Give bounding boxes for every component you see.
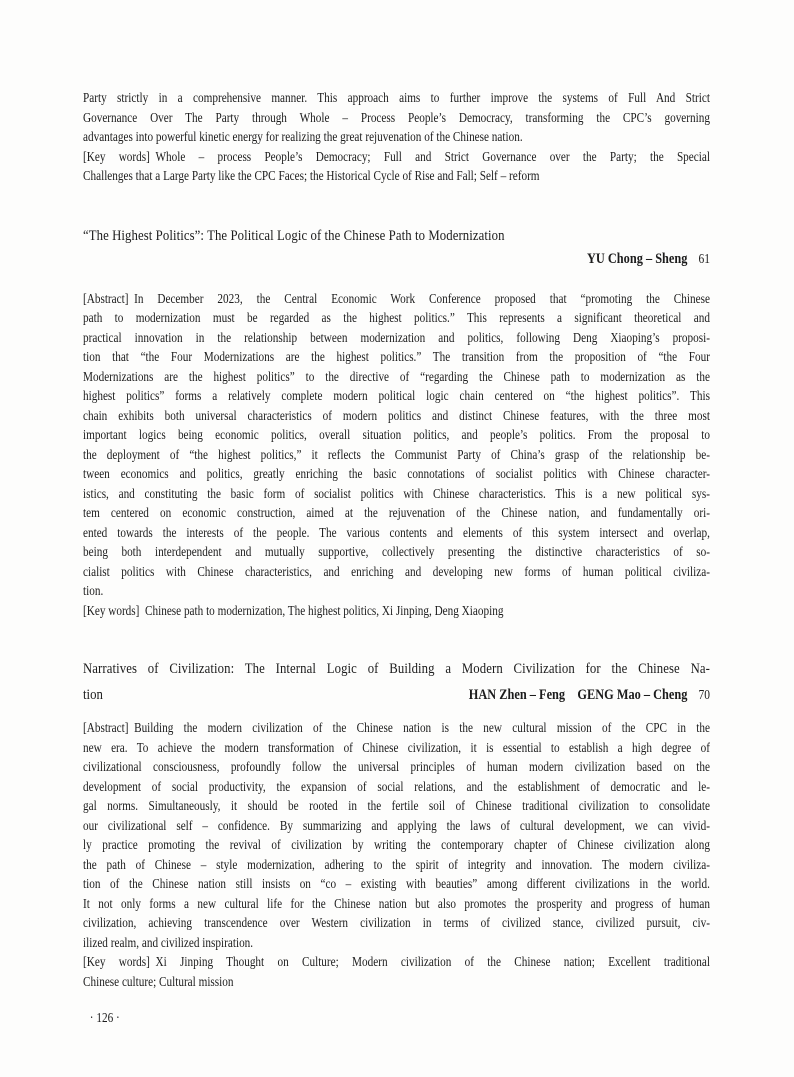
- text-line: Challenges that a Large Party like the CPC Faces; the Historical Cycle of Rise and Fall; Self – reform: [83, 168, 540, 183]
- text-line: our civilizational self – confidence. By summarizing and applying the laws of cultural development, we can vivid-: [83, 817, 710, 833]
- text-line: civilizational consciousness, profoundly follow the universal principles of human modern civilization based on the: [83, 759, 710, 774]
- article-authors: YU Chong – Sheng: [586, 250, 688, 267]
- article-abstract: [83, 718, 710, 952]
- text-line: the deployment of “the highest politics,” it reflects the Communist Party of China’s grasp of the relationship be-: [83, 446, 710, 462]
- text-line: [Key words] Whole – process People’s Democracy; Full and Strict Governance over the Party; the Special: [83, 148, 710, 164]
- article-keywords: [83, 601, 710, 621]
- text-line: ented towards the interests of the people. The various contents and elements of this system intersect and overlap,: [83, 524, 710, 540]
- text-line: highest politics” forms a relatively complete modern political logic chain centered on “the highest politics”. This: [83, 388, 710, 403]
- article-entry: [83, 224, 710, 621]
- article-keywords: [83, 952, 710, 991]
- text-line: being both interdependent and mutually supportive, collectively presenting the distinctive characteristics of so-: [83, 544, 710, 559]
- carryover-keywords: [83, 147, 710, 186]
- article-title-continuation: tion: [83, 687, 103, 703]
- article-entry: [83, 656, 710, 991]
- text-line: tion of the Chinese nation still insists on “co – existing with beauties” among different civilizations in the world.: [83, 876, 710, 891]
- text-line: the path of Chinese – style modernization, adhering to the spirit of integrity and innovation. The modern civiliza-: [83, 856, 710, 872]
- text-line: ilized realm, and civilized inspiration.: [83, 934, 254, 950]
- text-line: new era. To achieve the modern transformation of Chinese civilization, it is essential to establish a high degree of: [83, 739, 710, 755]
- text-line: tion that “the Four Modernizations are the highest politics.” The transition from the proposition of “the Four: [83, 349, 710, 364]
- article-start-page: 61: [698, 250, 710, 266]
- text-column: [83, 0, 710, 1028]
- text-line: tion.: [83, 583, 104, 598]
- carryover-abstract: [83, 88, 710, 147]
- text-line: gal norms. Simultaneously, it should be rooted in the fertile soil of Chinese traditional civilization to consolidate: [83, 798, 710, 813]
- text-line: [Key words] Chinese path to modernization, The highest politics, Xi Jinping, Deng Xiaoping: [83, 602, 504, 618]
- text-line: important logics being economic politics, overall situation politics, and people’s politics. From the proposal to: [83, 427, 710, 442]
- text-line: [Abstract] Building the modern civilization of the Chinese nation is the new cultural mission of the CPC in the: [83, 720, 710, 735]
- article-title: “The Highest Politics”: The Political Logic of the Chinese Path to Modernization: [83, 227, 505, 244]
- text-line: civilization, achieving transcendence over Western civilization in terms of civilized stance, civilized pursuit, civ-: [83, 915, 710, 930]
- page-number: · 126 ·: [89, 1010, 120, 1025]
- text-line: tem centered on economic construction, aimed at the rejuvenation of the Chinese nation, and fundamentally ori-: [83, 505, 710, 520]
- text-line: tween economics and politics, greatly enriching the basic connotations of socialist politics with Chinese character-: [83, 466, 710, 481]
- text-line: advantages into powerful kinetic energy for realizing the great rejuvenation of the Chinese nation.: [83, 129, 523, 144]
- article-byline: [83, 248, 710, 270]
- text-line: Modernizations are the highest politics” to the directive of “regarding the Chinese path to modernization as the: [83, 368, 710, 384]
- article-title: Narratives of Civilization: The Internal Logic of Building a Modern Civilization for the Chinese Na-: [83, 661, 710, 677]
- text-line: It not only forms a new cultural life for the Chinese nation but also promotes the prosperity and progress of human: [83, 895, 710, 911]
- text-line: path to modernization must be regarded as the highest politics.” This represents a significant theoretical and: [83, 310, 710, 325]
- text-line: Governance Over The Party through Whole – Process People’s Democracy, transforming the CPC’s governing: [83, 109, 710, 125]
- article-authors: HAN Zhen – Feng GENG Mao – Cheng: [468, 687, 688, 703]
- article-byline: [83, 682, 710, 708]
- article-start-page: 70: [698, 687, 710, 702]
- text-line: [Abstract] In December 2023, the Central Economic Work Conference proposed that “promoting the Chinese: [83, 290, 710, 306]
- text-line: cialist politics with Chinese characteristics, and enriching and developing new forms of human political civiliza-: [83, 563, 710, 579]
- text-line: ly practice promoting the revival of civilization by writing the contemporary chapter of Chinese civilization along: [83, 837, 710, 852]
- text-line: istics, and constituting the basic form of socialist politics with Chinese characteristics. This is a new political sys-: [83, 485, 710, 501]
- text-line: chain exhibits both universal characteristics of modern politics and distinct Chinese features, with the three most: [83, 407, 710, 423]
- text-line: Chinese culture; Cultural mission: [83, 973, 234, 989]
- text-line: Party strictly in a comprehensive manner. This approach aims to further improve the systems of Full And Strict: [83, 90, 710, 105]
- text-line: development of social productivity, the expansion of social relations, and the establishment of democratic and le-: [83, 778, 710, 794]
- article-abstract: [83, 289, 710, 601]
- text-line: [Key words] Xi Jinping Thought on Culture; Modern civilization of the Chinese nation; Excellent traditional: [83, 954, 710, 969]
- text-line: practical innovation in the relationship between modernization and politics, following Deng Xiaoping’s proposi-: [83, 329, 710, 345]
